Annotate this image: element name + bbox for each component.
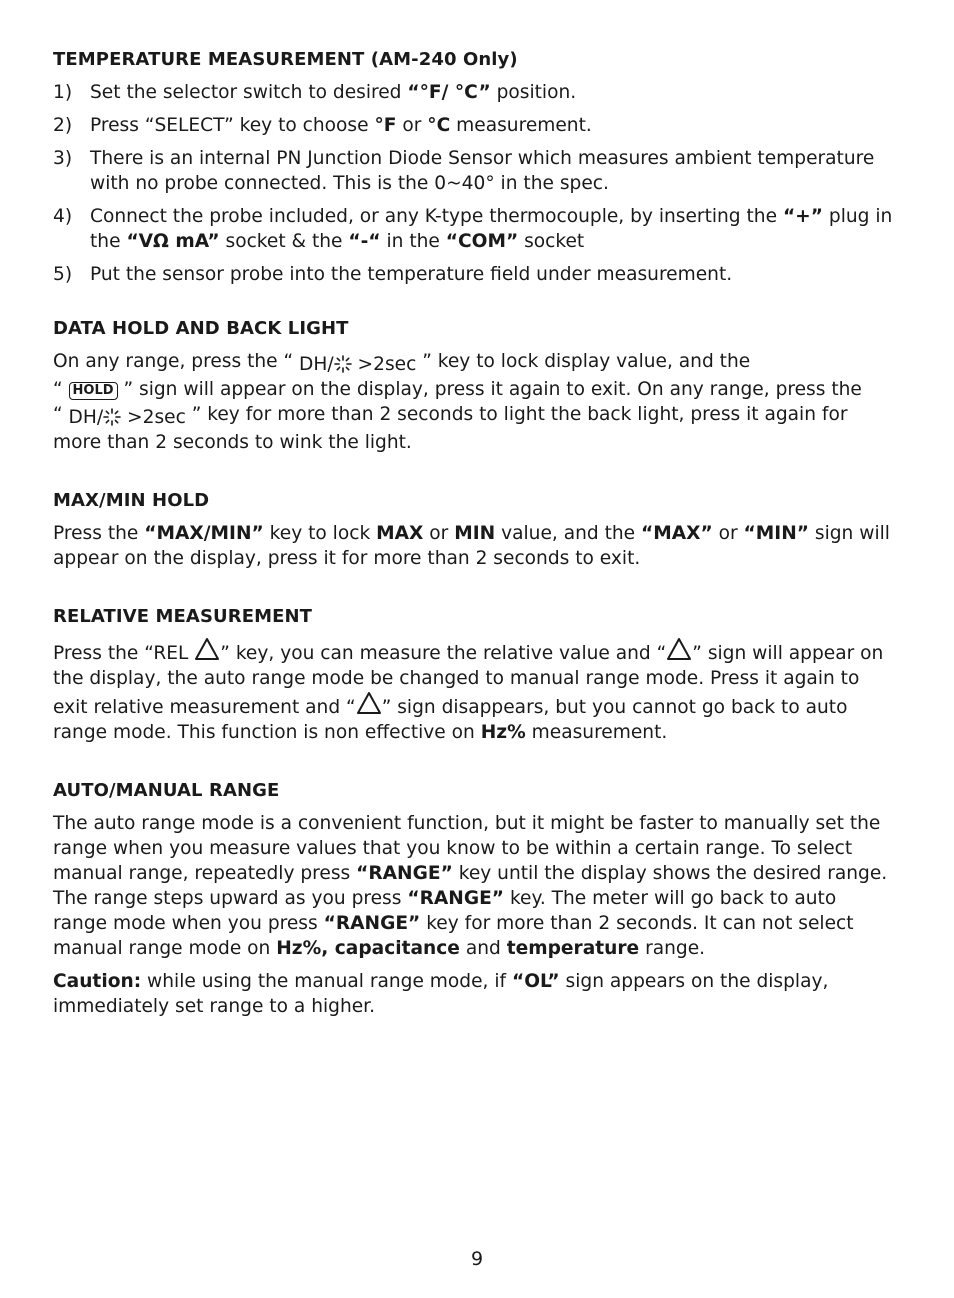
delta-icon bbox=[356, 691, 382, 715]
temperature-section bbox=[53, 48, 895, 287]
list-item: 5) Put the sensor probe into the temperature field under measurement. bbox=[53, 264, 733, 285]
data-hold-text: On any range, press the “ DH/ >2sec ” key to lock display value, and the “ HOLD ” sign will appear on the display, press it again to exit. On any range, press the “ DH/ >2sec ” key for more than 2 seconds to light the back light, press it again for more than 2 seconds to wink the light. bbox=[53, 351, 862, 453]
relative-heading: RELATIVE MEASUREMENT bbox=[53, 606, 313, 627]
hold-indicator: HOLD bbox=[69, 382, 118, 400]
list-item: 1) Set the selector switch to desired “°F/ °C” position. bbox=[53, 82, 577, 103]
caution-label: Caution: bbox=[53, 971, 142, 992]
caution-text: Caution: while using the manual range mode, if “OL” sign appears on the display, immediately set range to a higher. bbox=[53, 971, 829, 1017]
list-item: 2) Press “SELECT” key to choose °F or °C measurement. bbox=[53, 115, 592, 136]
manual-page bbox=[53, 48, 895, 1019]
backlight-icon bbox=[334, 355, 352, 373]
relative-text: Press the “REL ” key, you can measure the relative value and “ ” sign will appear on the display, the auto range mode be changed to manual range mode. Press it again to exit relative measurement and “ ” sign disappears, but you cannot go back to auto range mode. This function is non effective on Hz% measurement. bbox=[53, 637, 895, 745]
auto-manual-section bbox=[53, 779, 895, 1019]
backlight-icon bbox=[103, 408, 121, 426]
page-number: 9 bbox=[470, 1248, 484, 1270]
delta-icon bbox=[666, 637, 692, 661]
dh-key-glyph: DH/ >2sec bbox=[299, 354, 417, 375]
temperature-steps bbox=[53, 80, 895, 287]
list-item: 3) There is an internal PN Junction Diode Sensor which measures ambient temperature with no probe connected. This is the 0~40° in the spec. bbox=[53, 148, 875, 194]
auto-manual-text: The auto range mode is a convenient function, but it might be faster to manually set the range when you measure values that you know to be within a certain range. To select manual range, repeatedly press “RANGE” key until the display shows the desired range. The range steps upward as you press “RANGE” key. The meter will go back to auto range mode when you press “RANGE” key for more than 2 seconds. It can not select manual range mode on Hz%, capacitance and temperature range. bbox=[53, 813, 888, 959]
max-min-text: Press the “MAX/MIN” key to lock MAX or MIN value, and the “MAX” or “MIN” sign will appear on the display, press it for more than 2 seconds to exit. bbox=[53, 523, 890, 569]
dh-key-glyph-2: DH/ >2sec bbox=[68, 407, 186, 428]
max-min-heading: MAX/MIN HOLD bbox=[53, 490, 210, 511]
data-hold-heading: DATA HOLD AND BACK LIGHT bbox=[53, 318, 349, 339]
list-item: 4) Connect the probe included, or any K-type thermocouple, by inserting the “+” plug in the “VΩ mA” socket & the “-“ in the “COM” socket bbox=[53, 206, 893, 252]
delta-icon bbox=[194, 637, 220, 661]
relative-section bbox=[53, 605, 895, 745]
data-hold-section bbox=[53, 317, 895, 455]
auto-manual-heading: AUTO/MANUAL RANGE bbox=[53, 780, 280, 801]
temperature-heading: TEMPERATURE MEASUREMENT (AM-240 Only) bbox=[53, 49, 518, 70]
max-min-section bbox=[53, 489, 895, 571]
